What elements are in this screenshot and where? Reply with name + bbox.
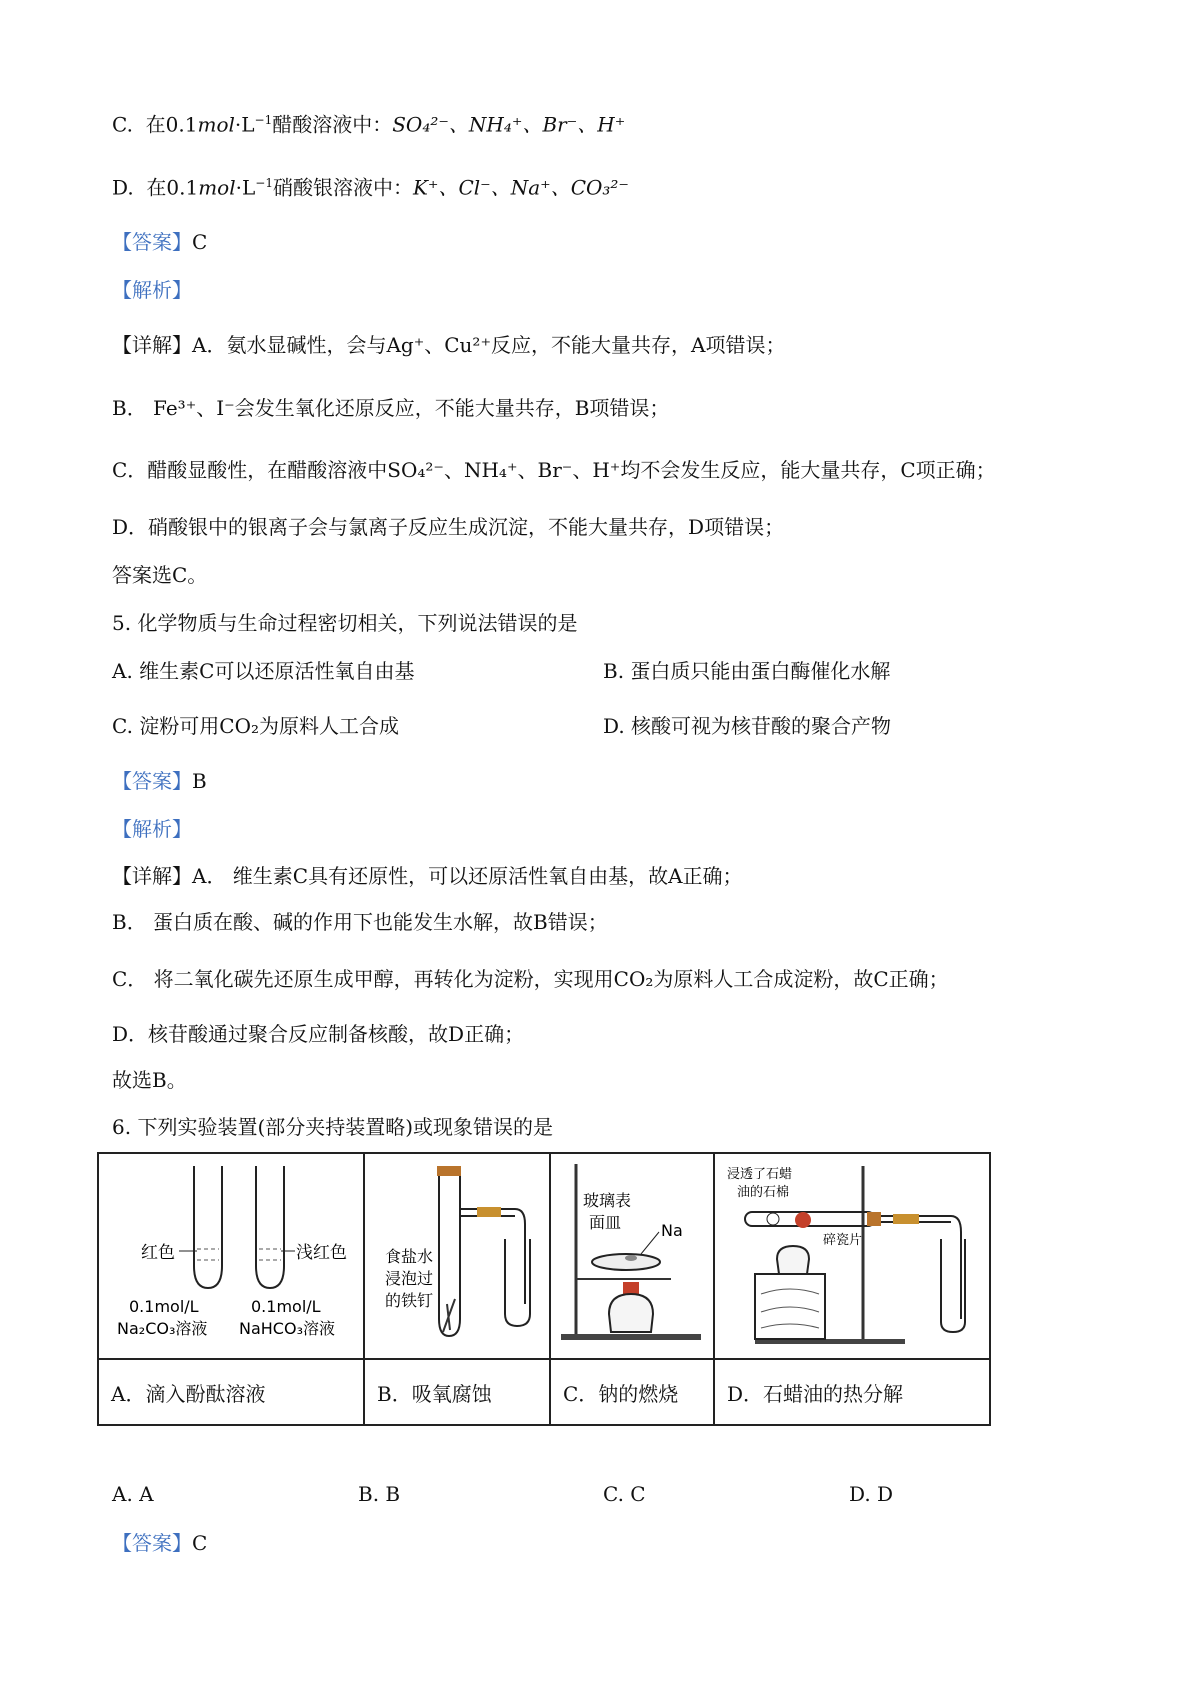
label-na: Na: [661, 1221, 683, 1240]
rubber-joint: [893, 1214, 919, 1224]
flame: [623, 1282, 639, 1294]
caption-d: D．石蜡油的热分解: [714, 1359, 990, 1425]
sodium-piece: [625, 1255, 637, 1261]
q5-detail-b: B． 蛋白质在酸、碱的作用下也能发生水解，故B错误；: [112, 910, 608, 934]
label-conc-1: 0.1mol/L: [129, 1297, 199, 1316]
q4-answer: 【答案】C: [112, 230, 208, 254]
stopper: [867, 1212, 881, 1226]
figure-d-paraffin-cracking: [715, 1154, 989, 1354]
q5-analysis-tag: 【解析】: [112, 817, 192, 841]
q4-analysis-tag: 【解析】: [112, 278, 192, 302]
label-salt-water: 食盐水: [385, 1247, 434, 1266]
label-sol-2: NaHCO₃溶液: [239, 1319, 335, 1338]
q6-option-c: C. C: [603, 1482, 646, 1506]
label-conc-2: 0.1mol/L: [251, 1297, 321, 1316]
caption-b: B．吸氧腐蚀: [364, 1359, 550, 1425]
q5-option-a: A. 维生素C可以还原活性氧自由基: [112, 659, 415, 683]
q6-answer: 【答案】C: [112, 1531, 208, 1555]
q5-conclusion: 故选B。: [112, 1068, 187, 1092]
q6-apparatus-table: [97, 1152, 991, 1426]
q6-option-a: A. A: [112, 1482, 154, 1506]
q5-detail-d: D．核苷酸通过聚合反应制备核酸，故D正确；: [112, 1022, 525, 1046]
q5-detail-a: 【详解】A． 维生素C具有还原性，可以还原活性氧自由基，故A正确；: [112, 864, 743, 888]
label-watch-glass-1: 玻璃表: [583, 1191, 632, 1210]
q5-option-b: B. 蛋白质只能由蛋白酶催化水解: [603, 659, 891, 683]
q6-option-d: D. D: [849, 1482, 894, 1506]
figure-c-cell: [550, 1153, 714, 1359]
stand-base: [561, 1334, 701, 1340]
test-tube-1: [194, 1166, 222, 1288]
q5-option-c: C. 淀粉可用CO₂为原料人工合成: [112, 714, 400, 738]
caption-c: C．钠的燃烧: [550, 1359, 714, 1425]
q5-stem: 5. 化学物质与生命过程密切相关，下列说法错误的是: [112, 611, 578, 635]
figure-a-cell: [98, 1153, 364, 1359]
q4-conclusion: 答案选C。: [112, 563, 208, 587]
label-soaked: 浸泡过: [385, 1269, 434, 1288]
asbestos: [767, 1213, 779, 1225]
stopper: [437, 1166, 461, 1176]
q4-detail-c: C．醋酸显酸性，在醋酸溶液中SO₄²⁻、NH₄⁺、Br⁻、H⁺均不会发生反应，能大量共存，C项正确；: [112, 458, 996, 482]
ceramic-chips: [795, 1212, 811, 1228]
label-watch-glass-2: 面皿: [589, 1213, 622, 1232]
water-tube: [505, 1239, 530, 1326]
q6-option-b: B. B: [358, 1482, 401, 1506]
q6-stem: 6. 下列实验装置(部分夹持装置略)或现象错误的是: [112, 1115, 554, 1139]
label-light-red: 浅红色: [296, 1243, 347, 1263]
label-ceramic: 碎瓷片: [823, 1233, 863, 1248]
q5-detail-c: C． 将二氧化碳先还原生成甲醇，再转化为淀粉，实现用CO₂为原料人工合成淀粉，故C正确；: [112, 967, 949, 991]
figure-a-test-tubes: [99, 1154, 363, 1354]
caption-a: A．滴入酚酞溶液: [98, 1359, 364, 1425]
q4-option-d: D. 在$0.1mol\cdot L^{-1}$硝酸银溶液中：K⁺、Cl⁻、Na⁺、CO₃²⁻: [112, 175, 629, 200]
label-iron-nail: 的铁钉: [385, 1291, 434, 1310]
test-tube-2: [256, 1166, 284, 1288]
q5-option-d: D. 核酸可视为核苷酸的聚合产物: [603, 714, 892, 738]
label-asbestos-2: 油的石棉: [737, 1185, 790, 1200]
label-asbestos-1: 浸透了石蜡: [727, 1167, 793, 1182]
label-red: 红色: [141, 1243, 175, 1263]
figure-b-cell: [364, 1153, 550, 1359]
rubber-joint: [477, 1207, 501, 1217]
label-sol-1: Na₂CO₃溶液: [117, 1319, 208, 1338]
figure-c-sodium-combustion: [551, 1154, 713, 1354]
q4-detail-a: 【详解】A．氨水显碱性，会与Ag⁺、Cu²⁺反应，不能大量共存，A项错误；: [112, 333, 786, 357]
figure-d-cell: [714, 1153, 990, 1359]
q4-detail-b: B． Fe³⁺、I⁻会发生氧化还原反应，不能大量共存，B项错误；: [112, 396, 670, 420]
q4-detail-d: D．硝酸银中的银离子会与氯离子反应生成沉淀，不能大量共存，D项错误；: [112, 515, 785, 539]
figure-b-oxygen-corrosion: [365, 1154, 549, 1354]
alcohol-lamp: [609, 1294, 653, 1332]
q4-option-c: C. 在$0.1mol\cdot L^{-1}$醋酸溶液中：SO₄²⁻、NH₄⁺、Br⁻、H⁺: [112, 112, 626, 137]
q5-answer: 【答案】B: [112, 769, 207, 793]
alcohol-lamp: [777, 1246, 809, 1274]
